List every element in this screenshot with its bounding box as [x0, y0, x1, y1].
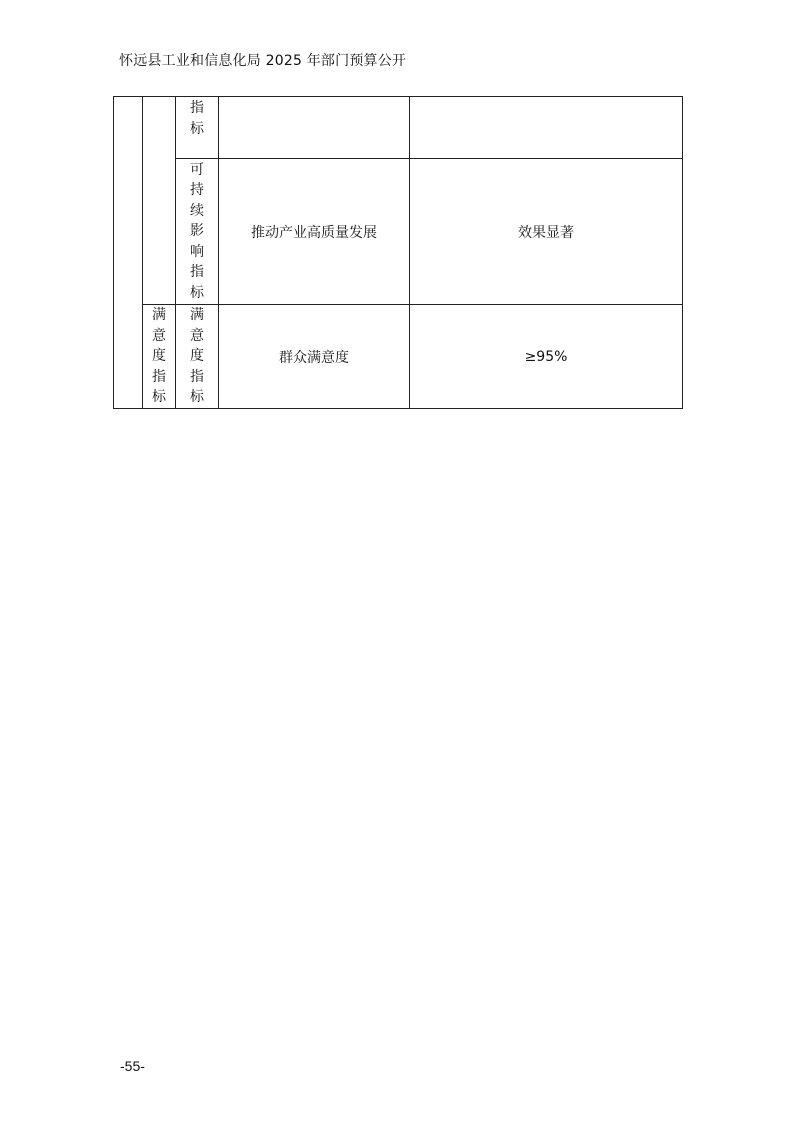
level3-cell — [176, 305, 219, 409]
level2-cell — [143, 97, 176, 305]
level3-label: 满意度指标 — [189, 307, 204, 406]
page-number: -55- — [120, 1058, 145, 1074]
indicator-cell — [219, 97, 410, 159]
table-row — [114, 305, 683, 409]
level2-label: 满意度指标 — [151, 307, 166, 406]
indicator-name: 群众满意度 — [279, 349, 349, 366]
value-cell — [410, 305, 683, 409]
level1-cell — [114, 97, 143, 409]
level3-cell — [176, 159, 219, 305]
level3-label: 指标 — [189, 100, 204, 137]
level3-label: 可持续影响指标 — [189, 161, 204, 301]
value-cell — [410, 97, 683, 159]
level3-cell — [176, 97, 219, 159]
indicator-value: ≥95% — [524, 348, 568, 365]
level2-cell — [143, 305, 176, 409]
indicator-cell — [219, 159, 410, 305]
indicator-cell — [219, 305, 410, 409]
performance-indicator-table — [113, 96, 683, 409]
value-cell — [410, 159, 683, 305]
indicator-name: 推动产业高质量发展 — [251, 224, 377, 241]
table-row — [114, 159, 683, 305]
table-row — [114, 97, 683, 159]
indicator-value: 效果显著 — [518, 224, 574, 241]
page-header: 怀远县工业和信息化局 2025 年部门预算公开 — [119, 53, 407, 69]
